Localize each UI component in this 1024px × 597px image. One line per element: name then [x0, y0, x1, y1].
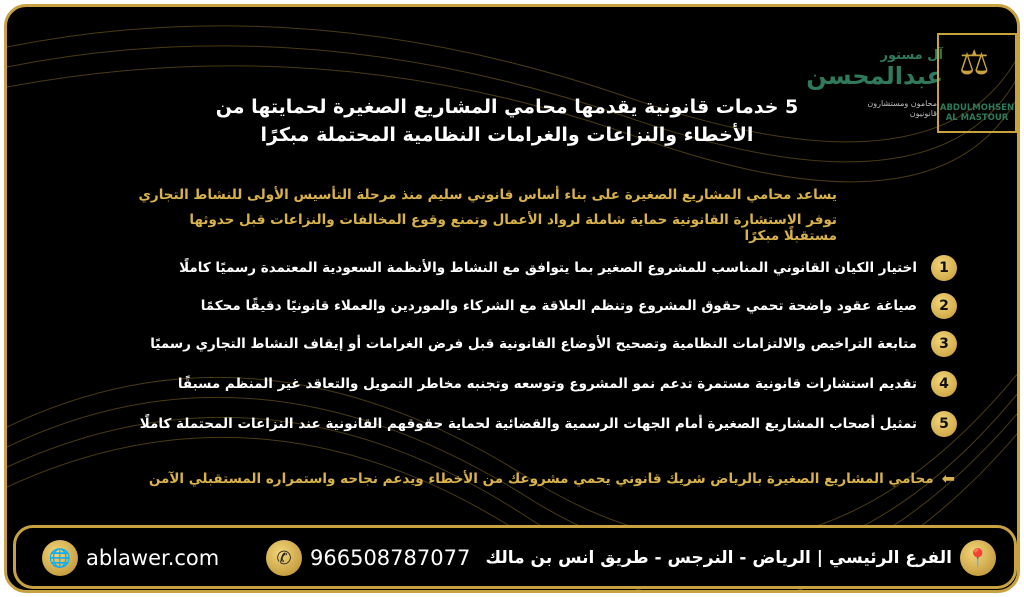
brand-logo	[806, 33, 1020, 133]
service-text: تمثيل أصحاب المشاريع الصغيرة أمام الجهات الرسمية والقضائية لحماية حقوقهم القانونية عند النزاعات المحتملة كاملًا	[139, 416, 917, 432]
logo-arabic-name: آل مستور عبدالمحسن	[806, 48, 943, 90]
service-item	[137, 253, 957, 283]
address-info	[485, 540, 996, 576]
contact-footer	[13, 525, 1017, 589]
title-line-1: 5 خدمات قانونية يقدمها محامي المشاريع الصغيرة لحمايتها من	[215, 96, 799, 118]
scales-of-justice-icon: ⚖	[959, 43, 990, 83]
service-item	[137, 409, 957, 439]
service-text: صياغة عقود واضحة تحمي حقوق المشروع وتنظم العلاقة مع الشركاء والموردين والعملاء قانونيًا دقيقًا محكمًا	[200, 298, 917, 314]
title-line-2: الأخطاء والنزاعات والغرامات النظامية المحتملة مبكرًا	[260, 124, 754, 146]
service-item	[137, 329, 957, 359]
infographic-card	[4, 4, 1020, 593]
phone-icon: ✆	[266, 540, 302, 576]
globe-icon: 🌐	[42, 540, 78, 576]
website-text: ablawer.com	[86, 546, 220, 570]
closing-note-text: محامي المشاريع الصغيرة بالرياض شريك قانوني يحمي مشروعك من الأخطاء ويدعم نجاحه واستمراره المستقبلي الآمن	[148, 470, 934, 487]
logo-arabic-sub: محامون ومستشارون قانونيون	[867, 99, 937, 118]
number-badge: 1	[931, 255, 957, 281]
intro-line-1: يساعد محامي المشاريع الصغيرة على بناء أساس قانوني سليم منذ مرحلة التأسيس الأولى للنشاط التجاري	[138, 187, 837, 203]
phone-text: 966508787077	[310, 546, 471, 570]
intro-line-2: توفر الاستشارة القانونية حماية شاملة لرواد الأعمال وتمنع وقوع المخالفات والنزاعات قبل حدوثها مستقبلًا مبكرًا	[189, 212, 837, 244]
number-badge: 5	[931, 411, 957, 437]
location-pin-icon: 📍	[960, 540, 996, 576]
address-text: الفرع الرئيسي | الرياض - النرجس - طريق انس بن مالك	[485, 548, 952, 568]
service-text: متابعة التراخيص والالتزامات النظامية وتصحيح الأوضاع القانونية قبل فرض الغرامات أو إيقاف النشاط التجاري رسميًا	[150, 336, 917, 352]
page-title	[207, 93, 807, 149]
website-link[interactable]	[42, 540, 219, 576]
arrow-left-icon: ⬅	[941, 469, 955, 488]
service-item	[137, 369, 957, 399]
service-text: اختيار الكيان القانوني المناسب للمشروع الصغير بما يتوافق مع النشاط والأنظمة السعودية المعتمدة رسميًا كاملًا	[179, 260, 917, 276]
number-badge: 4	[931, 371, 957, 397]
service-text: تقديم استشارات قانونية مستمرة تدعم نمو المشروع وتوسعه وتجنبه مخاطر التمويل والتعاقد غير المنظم مسبقًا	[177, 376, 917, 392]
logo-box	[937, 33, 1017, 133]
number-badge: 3	[931, 331, 957, 357]
logo-english: ABDULMOHSEN AL MASTOUR	[939, 103, 1015, 123]
number-badge: 2	[931, 293, 957, 319]
service-item	[137, 291, 957, 321]
closing-note	[149, 469, 955, 488]
phone-link[interactable]	[266, 540, 470, 576]
